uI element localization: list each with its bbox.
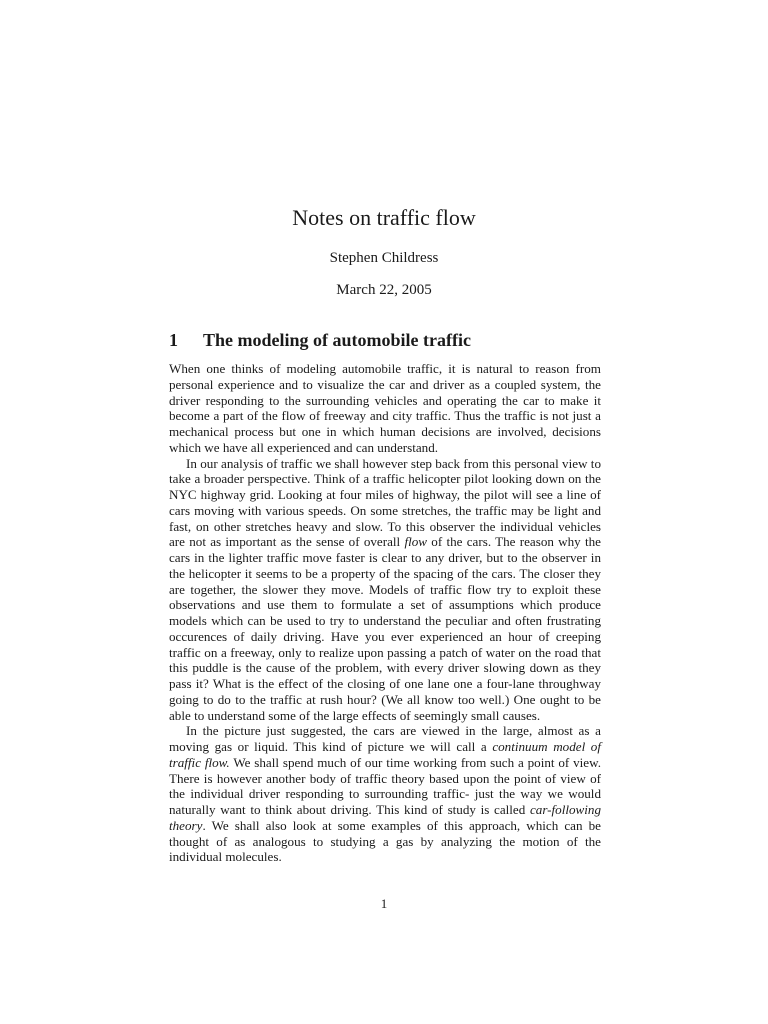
- body-text: [169, 361, 601, 865]
- paragraph-2-segment-3: of the cars. The reason why the cars in the lighter traffic move faster is clear to any driver, but to the observer in the helicopter it seems to be a property of the spacing of the cars. The closer they are together, the slower they move. Models of traffic flow try to exploit these observations and use them to formulate a set of assumptions which produce models which can be used to try to understand the peculiar and often frustrating occurences of daily driving. Have you ever experienced an hour of creeping traffic on a freeway, only to realize upon passing a patch of water on the road that this puddle is the cause of the problem, with every driver slowing down as they pass it? What is the effect of the closing of one lane one a four-lane throughway going to do to the traffic at rush hour? (We all know too well.) One ought to be able to understand some of the large effects of seemingly small causes.: [169, 534, 601, 723]
- paragraph-3-segment-1: In the picture just suggested, the cars are viewed in the large, almost as a moving gas or liquid. This kind of picture we will call a: [169, 723, 601, 754]
- section-number: 1: [169, 330, 178, 350]
- section-heading: [169, 330, 471, 351]
- paragraph-2-segment-2: flow: [404, 534, 428, 550]
- paragraph-3-segment-3: We shall spend much of our time working from such a point of view. There is however another body of traffic theory based upon the point of view of the individual driver responding to surrounding traffic- just the way we would naturally want to think about driving. This kind of study is called: [169, 754, 601, 817]
- paragraph-2-segment-1: In our analysis of traffic we shall however step back from this personal view to take a broader perspective. Think of a traffic helicopter pilot looking down on the NYC highway grid. Looking at four miles of highway, the pilot will see a line of cars moving with various speeds. On some stretches, the traffic may be light and fast, on other stretches heavy and slow. To this observer the individual vehicles are not as important as the sense of overall: [169, 455, 601, 550]
- paragraph-3-segment-5: . We shall also look at some examples of this approach, which can be thought of as analogous to studying a gas by analyzing the motion of the individual molecules.: [169, 817, 601, 865]
- document-title: Notes on traffic flow: [292, 205, 476, 230]
- paragraph-3-segment-4: car-following theory: [169, 802, 601, 833]
- paragraph-1: [169, 361, 601, 456]
- paragraph-1-segment-1: When one thinks of modeling automobile traffic, it is natural to reason from personal experience and to visualize the car and driver as a coupled system, the driver responding to the surrounding vehicles and operating the car to make it become a part of the flow of freeway and city traffic. Thus the traffic is not just a mechanical process but one in which human decisions are involved, decisions which we have all experienced and can understand.: [169, 361, 601, 455]
- page-number: 1: [380, 896, 388, 911]
- document-date: March 22, 2005: [336, 282, 432, 298]
- author-name: Stephen Childress: [329, 250, 439, 266]
- section-title: The modeling of automobile traffic: [203, 330, 471, 350]
- paragraph-3-segment-2: continuum model of traffic flow.: [169, 739, 601, 770]
- paragraph-3: [169, 723, 601, 865]
- paragraph-2: [169, 456, 601, 724]
